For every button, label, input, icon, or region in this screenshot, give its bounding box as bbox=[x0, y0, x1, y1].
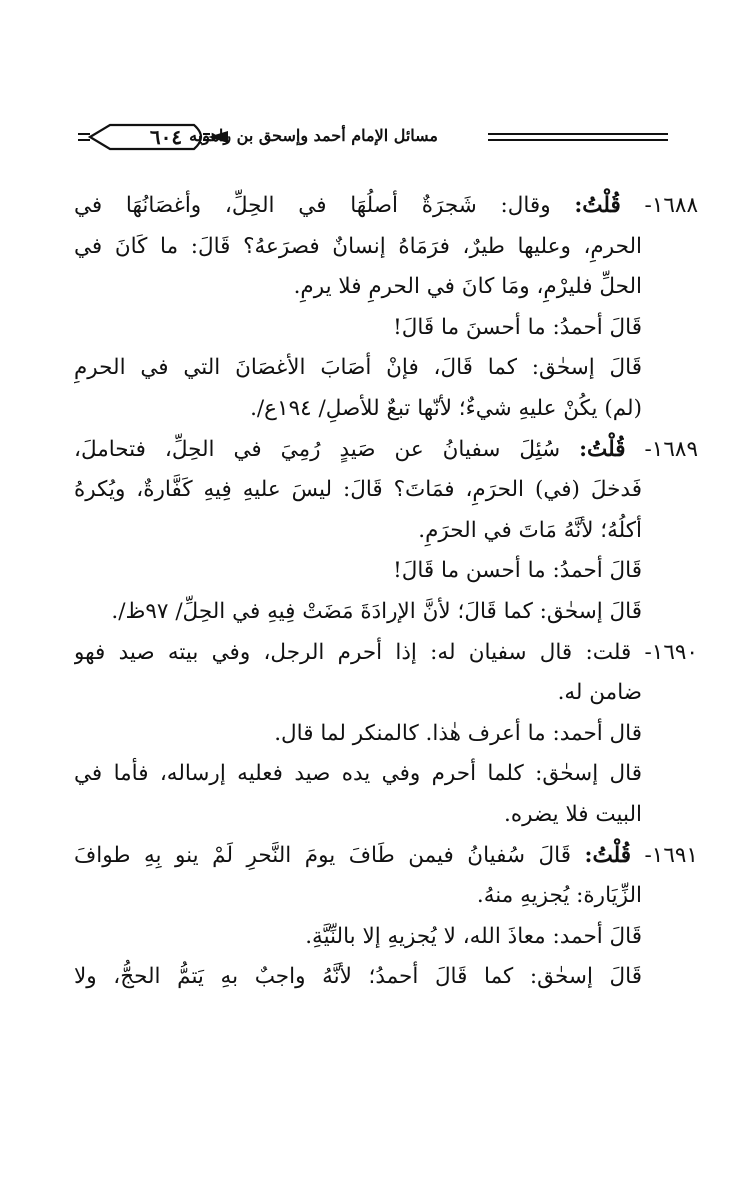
question-number: ١٦٨٨- bbox=[644, 193, 698, 218]
line-text: البيت فلا يضره. bbox=[504, 801, 642, 827]
question-number: ١٦٩٠- bbox=[644, 639, 698, 665]
line-text: الزِّيَارة: يُجزيهِ منهُ. bbox=[476, 883, 642, 909]
text-line bbox=[74, 673, 698, 714]
line-text: فَدخلَ (في) الحرَمِ، فمَاتَ؟ قَالَ: ليسَ عليهِ فِيهِ كَفَّارةٌ، ويُكرهُ bbox=[74, 477, 642, 503]
line-text: قَالَ إسحٰق: كما قَالَ؛ لأنَّ الإرادَةَ مَضَتْ فِيهِ في الحِلِّ/ ٩٧ظ/. bbox=[111, 598, 642, 624]
line-text: قَالَ إسحٰق: كما قَالَ أحمدُ؛ لأنَّهُ واجبٌ بهِ يَتمُّ الحجُّ، ولا bbox=[74, 964, 642, 990]
text-line bbox=[74, 957, 698, 998]
question-line bbox=[74, 633, 698, 674]
text-line bbox=[74, 754, 698, 795]
text-body bbox=[74, 186, 698, 998]
text-line bbox=[74, 227, 698, 268]
qultu-keyword: قُلْتُ: bbox=[574, 193, 621, 218]
line-text: وقال: شَجرَةٌ أصلُهَا في الحِلِّ، وأغصَانُهَا في bbox=[74, 193, 551, 218]
line-text: قلت: قال سفيان له: إذا أحرم الرجل، وفي بيته صيد فهو bbox=[74, 639, 632, 665]
page-header bbox=[78, 115, 678, 165]
text-line bbox=[74, 876, 698, 917]
line-text: ضامن له. bbox=[557, 680, 642, 706]
running-title: مسائل الإمام أحمد وإسحق بن راهويه bbox=[189, 126, 438, 145]
page-number: ٦٠٤ bbox=[149, 125, 183, 149]
question-line bbox=[74, 836, 698, 877]
text-line bbox=[74, 511, 698, 552]
question-line bbox=[74, 430, 698, 471]
line-text: قَالَ إسحٰق: كما قَالَ، فإنْ أصَابَ الأغصَانَ التي في الحرمِ bbox=[74, 355, 642, 381]
text-line bbox=[74, 795, 698, 836]
line-text: قَالَ أحمدُ: ما أحسنَ ما قَالَ! bbox=[393, 314, 642, 340]
line-text: سُئِلَ سفيانُ عن صَيدٍ رُمِيَ في الحِلِّ، فتحاملَ، bbox=[74, 436, 561, 462]
line-text: الحلِّ فليرْمِ، ومَا كانَ في الحرمِ فلا يرمِ. bbox=[293, 274, 642, 300]
line-text: قال أحمد: ما أعرف هٰذا. كالمنكر لما قال. bbox=[274, 720, 642, 746]
question-number: ١٦٨٩- bbox=[644, 436, 698, 462]
text-line bbox=[74, 917, 698, 958]
line-text: قَالَ سُفيانُ فيمن طَافَ يومَ النَّحرِ لَمْ ينو بِهِ طوافَ bbox=[74, 842, 571, 868]
text-line bbox=[74, 389, 698, 430]
qultu-keyword: قُلْتُ: bbox=[579, 436, 626, 462]
text-line bbox=[74, 551, 698, 592]
line-text: قال إسحٰق: كلما أحرم وفي يده صيد فعليه إرساله، فأما في bbox=[74, 761, 642, 787]
text-line bbox=[74, 308, 698, 349]
text-line bbox=[74, 348, 698, 389]
text-line bbox=[74, 592, 698, 633]
question-number: ١٦٩١- bbox=[644, 842, 698, 868]
line-text: أكلُهُ؛ لأنَّهُ مَاتَ في الحرَمِ. bbox=[418, 517, 642, 543]
line-text: قَالَ أحمد: معاذَ الله، لا يُجزيهِ إلا بالنِّيَّةِ. bbox=[305, 923, 642, 949]
line-text: قَالَ أحمدُ: ما أحسن ما قَالَ! bbox=[393, 558, 642, 584]
qultu-keyword: قُلْتُ: bbox=[584, 842, 631, 868]
text-line bbox=[74, 470, 698, 511]
question-line bbox=[74, 186, 698, 227]
text-line bbox=[74, 714, 698, 755]
line-text: (لم) يكُنْ عليهِ شيءٌ؛ لأنّها تبعٌ للأصلِ/ ١٩٤ع/. bbox=[250, 395, 642, 421]
text-line bbox=[74, 267, 698, 308]
line-text: الحرمِ، وعليها طيرٌ، فرَمَاهُ إنسانٌ فصرَعهُ؟ قَالَ: ما كَانَ في bbox=[74, 233, 642, 259]
